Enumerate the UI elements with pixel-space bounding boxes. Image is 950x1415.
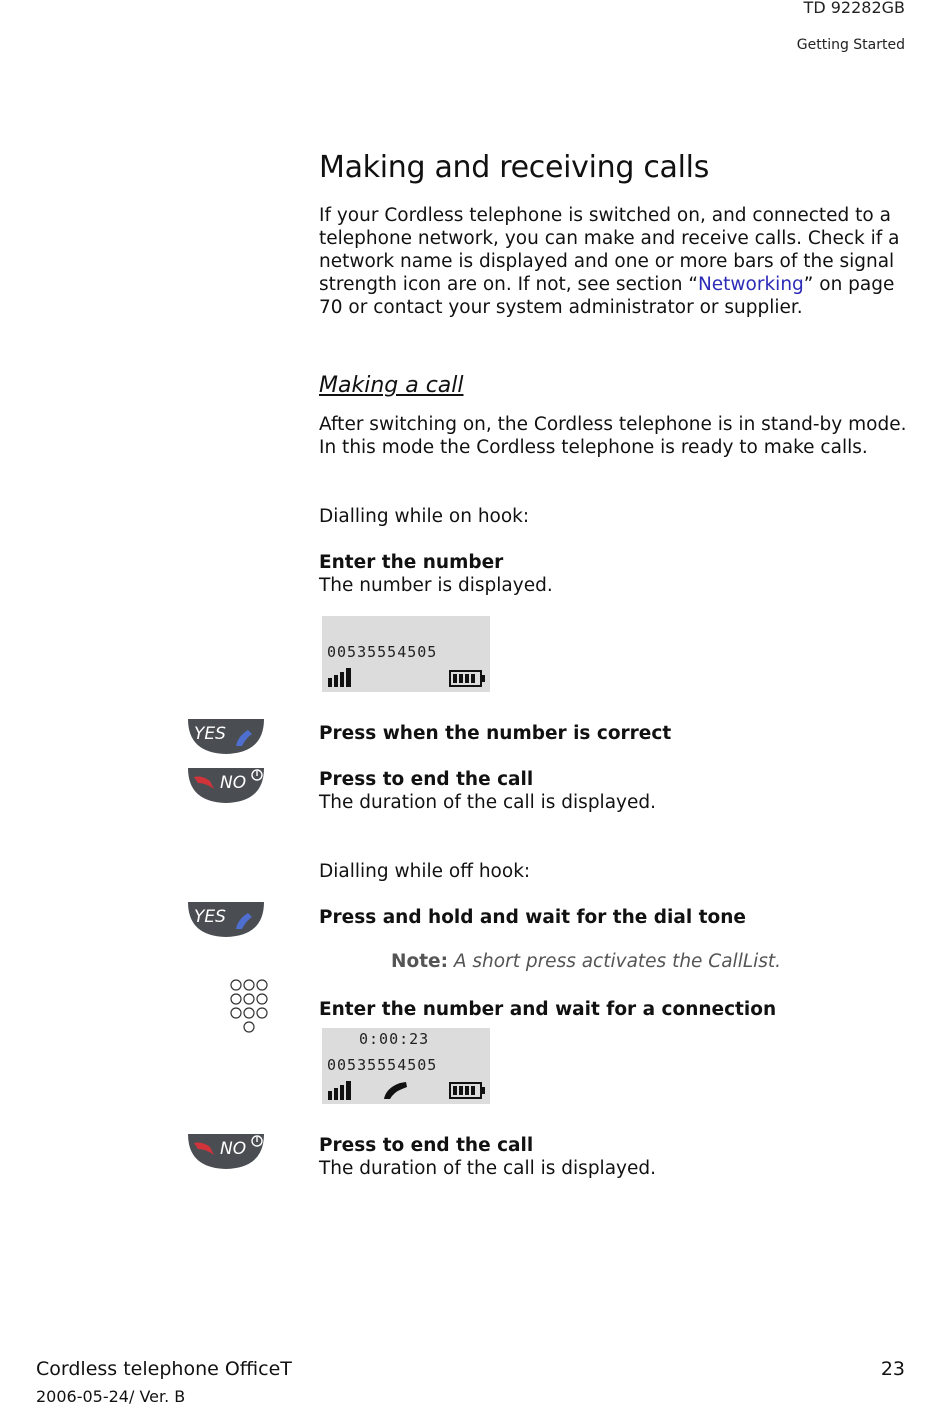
intro-text-after: ” on page 70 or contact your system administrator or supplier. — [319, 274, 895, 318]
off-hook-step1-title: Press and hold and wait for the dial tone — [319, 907, 746, 928]
page-number: 23 — [880, 1358, 905, 1380]
on-hook-step1-text: The number is displayed. — [319, 575, 553, 596]
on-hook-label: Dialling while on hook: — [319, 506, 530, 527]
on-hook-step3-text: The duration of the call is displayed. — [319, 792, 656, 813]
battery-icon — [449, 1082, 487, 1100]
no-key-label: NO — [220, 1139, 247, 1159]
note-label: Note: — [391, 951, 448, 972]
yes-key-icon — [186, 716, 266, 756]
intro-paragraph — [319, 204, 919, 319]
no-key-icon — [186, 765, 266, 805]
document-id: TD 92282GB — [803, 0, 905, 17]
note — [391, 951, 781, 972]
yes-key-label: YES — [194, 724, 226, 744]
off-hook-step3-text: The duration of the call is displayed. — [319, 1158, 656, 1179]
yes-key-label: YES — [194, 907, 226, 927]
on-hook-step3-title: Press to end the call — [319, 769, 534, 790]
page-title: Making and receiving calls — [319, 150, 710, 185]
signal-icon — [328, 1081, 358, 1101]
footer-product: Cordless telephone OfficeT — [36, 1358, 292, 1380]
footer-version: 2006-05-24/ Ver. B — [36, 1387, 186, 1406]
section-heading-making-a-call: Making a call — [319, 373, 464, 398]
no-key-icon — [186, 1131, 266, 1171]
off-hook-step2-title: Enter the number and wait for a connection — [319, 999, 777, 1020]
note-text: A short press activates the CallList. — [453, 951, 782, 972]
yes-key-icon — [186, 899, 266, 939]
display-number: 00535554505 — [327, 1056, 438, 1074]
battery-icon — [449, 670, 487, 688]
no-key-label: NO — [220, 773, 247, 793]
section-title: Getting Started — [796, 37, 905, 53]
networking-link[interactable]: Networking — [697, 274, 804, 295]
on-hook-step1-title: Enter the number — [319, 552, 504, 573]
intro-text-before: If your Cordless telephone is switched on, and connected to a telephone network, you can make and receive calls. Check if a network name is displayed and one or more bars of the signal strength icon are on. If not, see section “ — [319, 205, 900, 295]
on-hook-step2-title: Press when the number is correct — [319, 723, 672, 744]
off-hook-step3-title: Press to end the call — [319, 1135, 534, 1156]
making-call-intro: After switching on, the Cordless telephone is in stand-by mode. In this mode the Cordless telephone is ready to make calls. — [319, 414, 907, 458]
display-number: 00535554505 — [327, 643, 438, 661]
signal-icon — [328, 668, 358, 688]
display-duration: 0:00:23 — [359, 1030, 430, 1048]
off-hook-label: Dialling while off hook: — [319, 861, 531, 882]
phone-display-connected — [322, 1028, 490, 1104]
keypad-icon — [228, 978, 270, 1034]
phone-display-dialing — [322, 616, 490, 692]
handset-icon — [382, 1080, 410, 1102]
